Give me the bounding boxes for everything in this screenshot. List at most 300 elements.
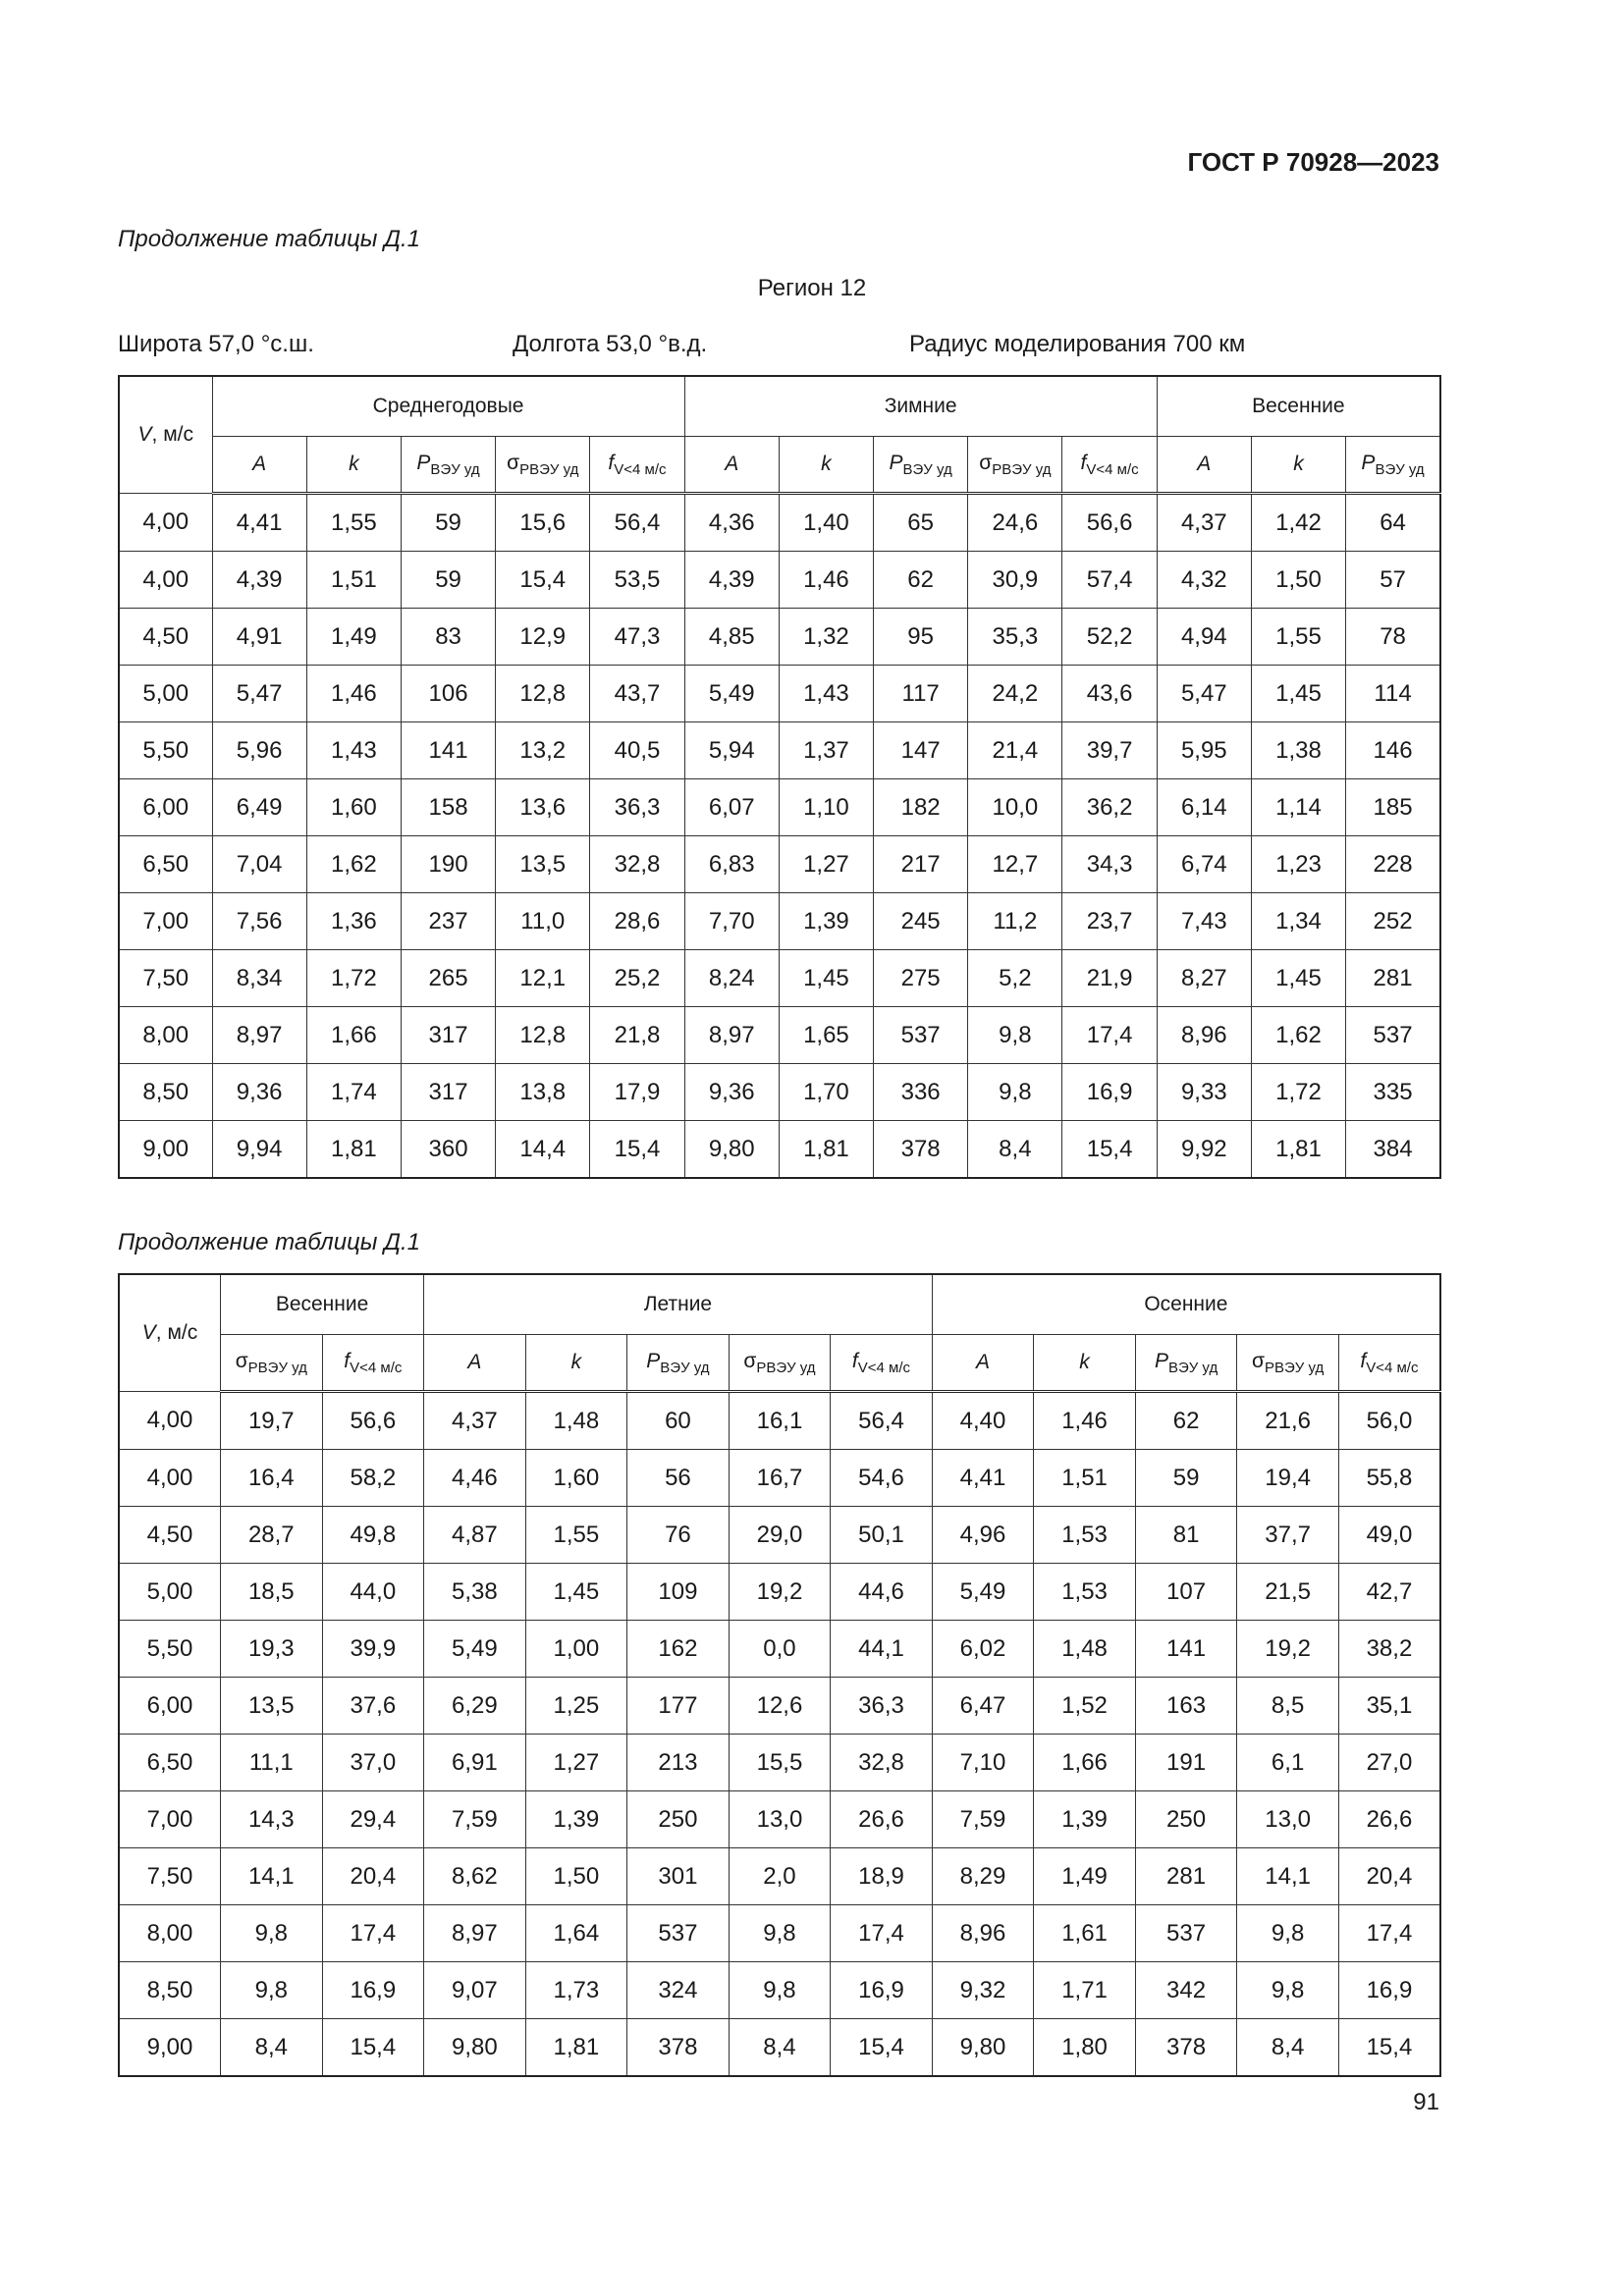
table-cell: 47,3 — [590, 609, 684, 666]
table-cell: 1,48 — [525, 1392, 627, 1450]
table-cell: 11,2 — [968, 893, 1062, 950]
table-cell: 15,4 — [590, 1121, 684, 1179]
table-cell: 9,8 — [968, 1064, 1062, 1121]
table-cell: 37,6 — [322, 1678, 424, 1735]
table-cell: 8,97 — [424, 1905, 526, 1962]
table-cell: 13,6 — [496, 779, 590, 836]
table-cell: 1,27 — [525, 1735, 627, 1791]
table-cell: 19,2 — [1237, 1621, 1339, 1678]
table-cell: 141 — [1135, 1621, 1237, 1678]
table-cell: 1,53 — [1034, 1564, 1136, 1621]
table-cell: 8,62 — [424, 1848, 526, 1905]
table-cell: 4,94 — [1157, 609, 1251, 666]
table-cell: 9,80 — [684, 1121, 779, 1179]
table-cell: 16,9 — [831, 1962, 933, 2019]
table-cell: 7,59 — [932, 1791, 1034, 1848]
table-cell: 44,1 — [831, 1621, 933, 1678]
group-header-summer: Летние — [424, 1274, 933, 1335]
table-row — [119, 1905, 1440, 1962]
table-cell: 9,8 — [221, 1905, 323, 1962]
table-cell: 7,56 — [212, 893, 306, 950]
table-cell: 275 — [874, 950, 968, 1007]
table-cell: 1,81 — [1251, 1121, 1345, 1179]
table-cell: 20,4 — [322, 1848, 424, 1905]
table-cell: 21,5 — [1237, 1564, 1339, 1621]
table-cell: 1,43 — [779, 666, 873, 722]
speed-cell: 6,50 — [119, 1735, 221, 1791]
table-cell: 317 — [401, 1007, 495, 1064]
speed-cell: 7,00 — [119, 893, 212, 950]
table-cell: 19,3 — [221, 1621, 323, 1678]
table-cell: 27,0 — [1338, 1735, 1440, 1791]
table-cell: 1,61 — [1034, 1905, 1136, 1962]
table-cell: 4,37 — [1157, 494, 1251, 552]
speed-cell: 5,50 — [119, 1621, 221, 1678]
table-cell: 4,39 — [684, 552, 779, 609]
table-cell: 29,0 — [729, 1507, 831, 1564]
col-header-k: k — [1251, 437, 1345, 494]
table-row — [119, 1007, 1440, 1064]
table-cell: 58,2 — [322, 1450, 424, 1507]
table-cell: 32,8 — [590, 836, 684, 893]
table-cell: 9,8 — [729, 1962, 831, 2019]
speed-column-header: V, м/с — [119, 376, 212, 494]
table-cell: 537 — [1135, 1905, 1237, 1962]
table-cell: 2,0 — [729, 1848, 831, 1905]
table-cell: 1,49 — [306, 609, 401, 666]
table-cell: 537 — [874, 1007, 968, 1064]
table-cell: 26,6 — [1338, 1791, 1440, 1848]
table-cell: 60 — [627, 1392, 730, 1450]
table-cell: 1,70 — [779, 1064, 873, 1121]
table-cell: 12,9 — [496, 609, 590, 666]
table-cell: 6,1 — [1237, 1735, 1339, 1791]
table-cell: 141 — [401, 722, 495, 779]
table-cell: 6,47 — [932, 1678, 1034, 1735]
table-cell: 16,4 — [221, 1450, 323, 1507]
group-header-autumn: Осенние — [932, 1274, 1440, 1335]
col-header-p: $P_{ВЭУ уд}$ — [401, 437, 495, 494]
table-cell: 32,8 — [831, 1735, 933, 1791]
table-cell: 1,14 — [1251, 779, 1345, 836]
table-cell: 42,7 — [1338, 1564, 1440, 1621]
table-cell: 317 — [401, 1064, 495, 1121]
table-row — [119, 666, 1440, 722]
table-cell: 50,1 — [831, 1507, 933, 1564]
table-cell: 4,39 — [212, 552, 306, 609]
table-cell: 9,8 — [1237, 1962, 1339, 2019]
table-cell: 158 — [401, 779, 495, 836]
table-cell: 384 — [1346, 1121, 1440, 1179]
table-cell: 15,5 — [729, 1735, 831, 1791]
table-cell: 18,9 — [831, 1848, 933, 1905]
table-cell: 10,0 — [968, 779, 1062, 836]
table-cell: 250 — [1135, 1791, 1237, 1848]
table-cell: 107 — [1135, 1564, 1237, 1621]
latitude-label: Широта 57,0 °с.ш. — [118, 331, 314, 357]
table-cell: 9,94 — [212, 1121, 306, 1179]
group-header-spring: Весенние — [1157, 376, 1440, 437]
table-cell: 4,91 — [212, 609, 306, 666]
table-cell: 55,8 — [1338, 1450, 1440, 1507]
table-row — [119, 950, 1440, 1007]
speed-cell: 8,00 — [119, 1905, 221, 1962]
table-cell: 26,6 — [831, 1791, 933, 1848]
table-row — [119, 836, 1440, 893]
table-cell: 7,43 — [1157, 893, 1251, 950]
table-cell: 15,4 — [322, 2019, 424, 2077]
table-cell: 21,6 — [1237, 1392, 1339, 1450]
table-cell: 6,07 — [684, 779, 779, 836]
table-cell: 17,4 — [1338, 1905, 1440, 1962]
table-cell: 114 — [1346, 666, 1440, 722]
table-cell: 1,37 — [779, 722, 873, 779]
col-header-k: k — [779, 437, 873, 494]
page-number: 91 — [1413, 2089, 1439, 2115]
table-cell: 78 — [1346, 609, 1440, 666]
table-cell: 182 — [874, 779, 968, 836]
table-cell: 1,51 — [1034, 1450, 1136, 1507]
table-cell: 6,29 — [424, 1678, 526, 1735]
table-cell: 18,5 — [221, 1564, 323, 1621]
table-cell: 8,4 — [729, 2019, 831, 2077]
table-row — [119, 609, 1440, 666]
table-row — [119, 893, 1440, 950]
table-cell: 25,2 — [590, 950, 684, 1007]
table-cell: 1,60 — [525, 1450, 627, 1507]
region-title: Регион 12 — [757, 275, 867, 301]
speed-cell: 7,50 — [119, 950, 212, 1007]
table-cell: 1,36 — [306, 893, 401, 950]
table-cell: 217 — [874, 836, 968, 893]
table-cell: 12,8 — [496, 1007, 590, 1064]
table-cell: 360 — [401, 1121, 495, 1179]
table-cell: 15,4 — [496, 552, 590, 609]
table-cell: 1,81 — [306, 1121, 401, 1179]
table-cell: 19,7 — [221, 1392, 323, 1450]
table-row — [119, 1791, 1440, 1848]
table-cell: 59 — [1135, 1450, 1237, 1507]
table-cell: 62 — [1135, 1392, 1237, 1450]
table-cell: 59 — [401, 552, 495, 609]
table-row — [119, 1121, 1440, 1179]
table-row — [119, 1735, 1440, 1791]
table-cell: 1,53 — [1034, 1507, 1136, 1564]
table-cell: 21,8 — [590, 1007, 684, 1064]
table-cell: 4,85 — [684, 609, 779, 666]
table-cell: 9,80 — [932, 2019, 1034, 2077]
table-cell: 5,96 — [212, 722, 306, 779]
table-cell: 57 — [1346, 552, 1440, 609]
col-header-k: k — [525, 1335, 627, 1392]
table-cell: 56,6 — [322, 1392, 424, 1450]
table-cell: 23,7 — [1062, 893, 1157, 950]
table-cell: 245 — [874, 893, 968, 950]
table-cell: 5,49 — [424, 1621, 526, 1678]
table-body — [119, 1392, 1440, 2077]
table-row — [119, 494, 1440, 552]
speed-cell: 7,50 — [119, 1848, 221, 1905]
table-cell: 5,49 — [684, 666, 779, 722]
table-cell: 57,4 — [1062, 552, 1157, 609]
table-cell: 537 — [627, 1905, 730, 1962]
table-cell: 106 — [401, 666, 495, 722]
speed-cell: 6,00 — [119, 779, 212, 836]
col-header-sigma: $\sigma_{PВЭУ уд}$ — [496, 437, 590, 494]
table-cell: 4,32 — [1157, 552, 1251, 609]
table-cell: 1,45 — [779, 950, 873, 1007]
table-cell: 56,6 — [1062, 494, 1157, 552]
table-cell: 8,5 — [1237, 1678, 1339, 1735]
col-header-a: A — [932, 1335, 1034, 1392]
table-row — [119, 1392, 1440, 1450]
table-cell: 12,8 — [496, 666, 590, 722]
table-cell: 9,07 — [424, 1962, 526, 2019]
table-cell: 8,97 — [684, 1007, 779, 1064]
table-cell: 95 — [874, 609, 968, 666]
table-cell: 8,27 — [1157, 950, 1251, 1007]
table-cell: 5,49 — [932, 1564, 1034, 1621]
table-cell: 15,4 — [1338, 2019, 1440, 2077]
table-cell: 4,36 — [684, 494, 779, 552]
table-cell: 28,6 — [590, 893, 684, 950]
col-header-f: $f_{V<4 м/с}$ — [1338, 1335, 1440, 1392]
table-cell: 109 — [627, 1564, 730, 1621]
table-cell: 43,7 — [590, 666, 684, 722]
table-cell: 1,46 — [306, 666, 401, 722]
table-cell: 1,48 — [1034, 1621, 1136, 1678]
table-cell: 1,32 — [779, 609, 873, 666]
table-cell: 1,45 — [1251, 950, 1345, 1007]
table-cell: 8,29 — [932, 1848, 1034, 1905]
table-cell: 9,8 — [729, 1905, 831, 1962]
table-cell: 64 — [1346, 494, 1440, 552]
table-cell: 5,47 — [1157, 666, 1251, 722]
table-row — [119, 1621, 1440, 1678]
table-row — [119, 2019, 1440, 2077]
table-cell: 8,4 — [968, 1121, 1062, 1179]
group-header-spring: Весенние — [221, 1274, 424, 1335]
speed-cell: 8,50 — [119, 1962, 221, 2019]
table-cell: 8,4 — [1237, 2019, 1339, 2077]
table-cell: 1,55 — [525, 1507, 627, 1564]
table-row — [119, 1507, 1440, 1564]
table-cell: 1,81 — [525, 2019, 627, 2077]
table-cell: 163 — [1135, 1678, 1237, 1735]
table-cell: 17,4 — [322, 1905, 424, 1962]
table-cell: 11,0 — [496, 893, 590, 950]
table-cell: 8,96 — [1157, 1007, 1251, 1064]
table-cell: 7,10 — [932, 1735, 1034, 1791]
table-cell: 40,5 — [590, 722, 684, 779]
table-cell: 378 — [1135, 2019, 1237, 2077]
table-cell: 1,23 — [1251, 836, 1345, 893]
table-cell: 29,4 — [322, 1791, 424, 1848]
table-cell: 19,2 — [729, 1564, 831, 1621]
speed-cell: 8,00 — [119, 1007, 212, 1064]
table-cell: 56,4 — [831, 1392, 933, 1450]
col-header-a: A — [1157, 437, 1251, 494]
table-cell: 34,3 — [1062, 836, 1157, 893]
table-cell: 146 — [1346, 722, 1440, 779]
table-cell: 39,9 — [322, 1621, 424, 1678]
table-cell: 6,83 — [684, 836, 779, 893]
col-header-k: k — [1034, 1335, 1136, 1392]
speed-cell: 4,50 — [119, 609, 212, 666]
table-cell: 9,33 — [1157, 1064, 1251, 1121]
table-cell: 9,8 — [968, 1007, 1062, 1064]
table-cell: 1,71 — [1034, 1962, 1136, 2019]
table-cell: 54,6 — [831, 1450, 933, 1507]
table-cell: 6,74 — [1157, 836, 1251, 893]
table-cell: 4,96 — [932, 1507, 1034, 1564]
table-cell: 1,00 — [525, 1621, 627, 1678]
table-cell: 6,14 — [1157, 779, 1251, 836]
table-cell: 250 — [627, 1791, 730, 1848]
group-header-annual: Среднегодовые — [212, 376, 684, 437]
table-cell: 35,3 — [968, 609, 1062, 666]
table-cell: 237 — [401, 893, 495, 950]
table-cell: 7,04 — [212, 836, 306, 893]
table-cell: 1,39 — [1034, 1791, 1136, 1848]
table-row — [119, 1450, 1440, 1507]
col-header-sigma: $\sigma_{PВЭУ уд}$ — [1237, 1335, 1339, 1392]
table-cell: 1,27 — [779, 836, 873, 893]
table-cell: 1,65 — [779, 1007, 873, 1064]
table-cell: 1,81 — [779, 1121, 873, 1179]
table-cell: 4,41 — [932, 1450, 1034, 1507]
table-cell: 12,7 — [968, 836, 1062, 893]
radius-label: Радиус моделирования 700 км — [909, 331, 1246, 357]
speed-cell: 5,50 — [119, 722, 212, 779]
table-cell: 185 — [1346, 779, 1440, 836]
table-cell: 1,74 — [306, 1064, 401, 1121]
speed-cell: 9,00 — [119, 2019, 221, 2077]
col-header-p: $P_{ВЭУ уд}$ — [627, 1335, 730, 1392]
col-header-a: A — [684, 437, 779, 494]
table-cell: 1,39 — [525, 1791, 627, 1848]
table-cell: 191 — [1135, 1735, 1237, 1791]
table-cell: 76 — [627, 1507, 730, 1564]
table-cell: 36,3 — [831, 1678, 933, 1735]
table-cell: 0,0 — [729, 1621, 831, 1678]
table-cell: 56 — [627, 1450, 730, 1507]
col-header-a: A — [212, 437, 306, 494]
table-cell: 24,2 — [968, 666, 1062, 722]
speed-cell: 4,00 — [119, 552, 212, 609]
table-cell: 537 — [1346, 1007, 1440, 1064]
table-row — [119, 1064, 1440, 1121]
table-cell: 28,7 — [221, 1507, 323, 1564]
table-row — [119, 1564, 1440, 1621]
table-cell: 8,97 — [212, 1007, 306, 1064]
table-cell: 9,32 — [932, 1962, 1034, 2019]
table-cell: 16,7 — [729, 1450, 831, 1507]
table-cell: 1,55 — [1251, 609, 1345, 666]
table-cell: 228 — [1346, 836, 1440, 893]
table-cell: 9,8 — [1237, 1905, 1339, 1962]
table-cell: 81 — [1135, 1507, 1237, 1564]
table-cell: 44,6 — [831, 1564, 933, 1621]
table-cell: 7,59 — [424, 1791, 526, 1848]
table-cell: 4,37 — [424, 1392, 526, 1450]
table-cell: 1,42 — [1251, 494, 1345, 552]
col-header-sigma: $\sigma_{PВЭУ уд}$ — [221, 1335, 323, 1392]
col-header-f: $f_{V<4 м/с}$ — [1062, 437, 1157, 494]
table-cell: 44,0 — [322, 1564, 424, 1621]
table-cell: 1,39 — [779, 893, 873, 950]
table-cell: 147 — [874, 722, 968, 779]
table-cell: 62 — [874, 552, 968, 609]
table-cell: 17,9 — [590, 1064, 684, 1121]
table-cell: 12,1 — [496, 950, 590, 1007]
table-cell: 265 — [401, 950, 495, 1007]
table-cell: 1,46 — [779, 552, 873, 609]
table-row — [119, 1678, 1440, 1735]
table-cell: 9,80 — [424, 2019, 526, 2077]
col-header-p: $P_{ВЭУ уд}$ — [874, 437, 968, 494]
table-cell: 5,38 — [424, 1564, 526, 1621]
table-cell: 49,0 — [1338, 1507, 1440, 1564]
group-header-winter: Зимние — [684, 376, 1157, 437]
table-cell: 1,72 — [1251, 1064, 1345, 1121]
speed-cell: 4,00 — [119, 1392, 221, 1450]
table-cell: 1,62 — [306, 836, 401, 893]
table-cell: 39,7 — [1062, 722, 1157, 779]
table-cell: 4,41 — [212, 494, 306, 552]
wind-data-table-2 — [118, 1273, 1441, 2077]
table-cell: 5,94 — [684, 722, 779, 779]
table-cell: 13,8 — [496, 1064, 590, 1121]
speed-column-header: V, м/с — [119, 1274, 221, 1392]
table-cell: 19,4 — [1237, 1450, 1339, 1507]
table-cell: 12,6 — [729, 1678, 831, 1735]
speed-cell: 4,50 — [119, 1507, 221, 1564]
table-cell: 1,49 — [1034, 1848, 1136, 1905]
table-cell: 342 — [1135, 1962, 1237, 2019]
speed-cell: 5,00 — [119, 1564, 221, 1621]
table-body — [119, 494, 1440, 1179]
table-cell: 6,49 — [212, 779, 306, 836]
speed-cell: 4,00 — [119, 1450, 221, 1507]
table-cell: 1,80 — [1034, 2019, 1136, 2077]
table-cell: 1,40 — [779, 494, 873, 552]
table-cell: 6,02 — [932, 1621, 1034, 1678]
table-caption: Продолжение таблицы Д.1 — [118, 226, 421, 252]
table-cell: 1,43 — [306, 722, 401, 779]
table-cell: 1,73 — [525, 1962, 627, 2019]
table-cell: 14,4 — [496, 1121, 590, 1179]
table-cell: 37,7 — [1237, 1507, 1339, 1564]
table-cell: 15,4 — [1062, 1121, 1157, 1179]
table-cell: 17,4 — [831, 1905, 933, 1962]
table-cell: 36,2 — [1062, 779, 1157, 836]
table-cell: 56,0 — [1338, 1392, 1440, 1450]
table-cell: 177 — [627, 1678, 730, 1735]
table-cell: 15,4 — [831, 2019, 933, 2077]
col-header-k: k — [306, 437, 401, 494]
table-cell: 190 — [401, 836, 495, 893]
table-cell: 5,47 — [212, 666, 306, 722]
table-cell: 13,2 — [496, 722, 590, 779]
table-cell: 1,50 — [525, 1848, 627, 1905]
table-cell: 35,1 — [1338, 1678, 1440, 1735]
table-cell: 59 — [401, 494, 495, 552]
table-cell: 378 — [627, 2019, 730, 2077]
table-cell: 1,45 — [1251, 666, 1345, 722]
longitude-label: Долгота 53,0 °в.д. — [513, 331, 708, 357]
col-header-f: $f_{V<4 м/с}$ — [322, 1335, 424, 1392]
